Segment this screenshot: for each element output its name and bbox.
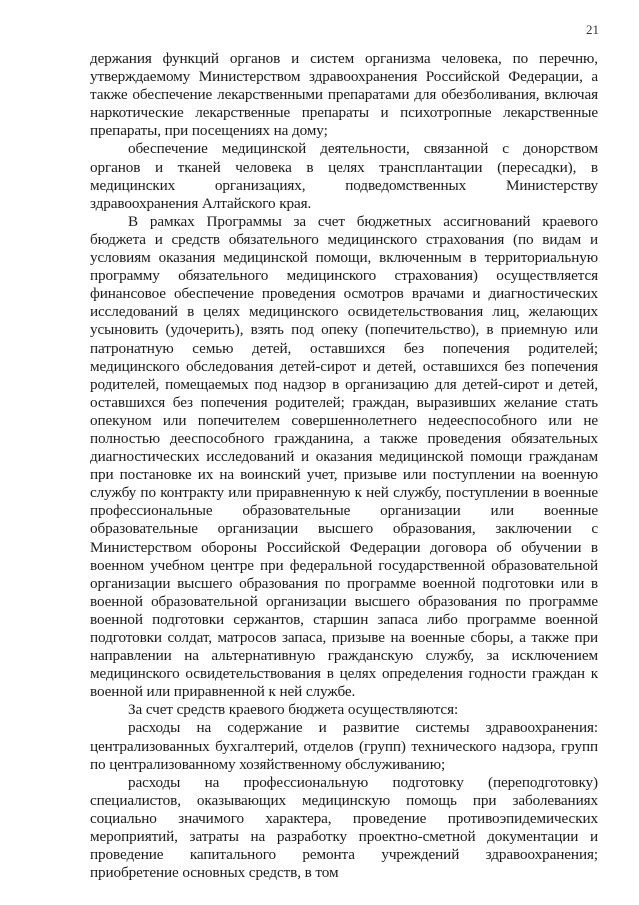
paragraph-1: держания функций органов и систем организма человека, по перечню, утверждаемому Министерством здравоохранения Российской Федерации, а также обеспечение лекарственными препаратами для обезболивания, включая наркотические лекарственные препараты и психотропные лекарственные препараты, при посещениях на дому; <box>90 50 598 140</box>
paragraph-6: расходы на профессиональную подготовку (переподготовку) специалистов, оказывающих медицинскую помощь при заболеваниях социально значимого характера, проведение противоэпидемических мероприятий, затраты на разработку проектно-сметной документации и проведение капитального ремонта учреждений здравоохранения; приобретение основных средств, в том <box>90 773 598 882</box>
page-number: 21 <box>586 22 599 37</box>
document-body <box>90 50 598 882</box>
paragraph-5: расходы на содержание и развитие системы здравоохранения: централизованных бухгалтерий, отделов (групп) технического надзора, групп по централизованному хозяйственному обслуживанию; <box>90 719 598 773</box>
paragraph-3: В рамках Программы за счет бюджетных ассигнований краевого бюджета и средств обязательного медицинского страхования (по видам и условиям оказания медицинской помощи, включенным в территориальную программу обязательного медицинского страхования) осуществляется финансовое обеспечение проведения осмотров врачами и диагностических исследований в целях медицинского освидетельствования лиц, желающих усыновить (удочерить), взять под опеку (попечительство), в приемную или патронатную семью детей, оставшихся без попечения родителей; медицинского обследования детей-сирот и детей, оставшихся без попечения родителей, помещаемых под надзор в организацию для детей-сирот и детей, оставшихся без попечения родителей; граждан, выразивших желание стать опекуном или попечителем совершеннолетнего недееспособного или не полностью дееспособного гражданина, а также проведения обязательных диагностических исследований и оказания медицинской помощи гражданам при постановке их на воинский учет, призыве или поступлении на военную службу по контракту или приравненную к ней службу, поступлении в военные профессиональные образовательные организации или военные образовательные организации высшего образования, заключении с Министерством обороны Российской Федерации договора об обучении в военном учебном центре при федеральной государственной образовательной организации высшего образования по программе военной подготовки или в военной образовательной организации высшего образования по программе военной подготовки сержантов, старшин запаса либо программе военной подготовки солдат, матросов запаса, призыве на военные сборы, а также при направлении на альтернативную гражданскую службу, за исключением медицинского освидетельствования в целях определения годности граждан к военной или приравненной к ней службе. <box>90 212 598 701</box>
paragraph-4: За счет средств краевого бюджета осуществляются: <box>128 701 459 719</box>
paragraph-2: обеспечение медицинской деятельности, связанной с донорством органов и тканей человека в целях трансплантации (пересадки), в медицинских организациях, подведомственных Министерству здравоохранения Алтайского края. <box>90 140 598 212</box>
